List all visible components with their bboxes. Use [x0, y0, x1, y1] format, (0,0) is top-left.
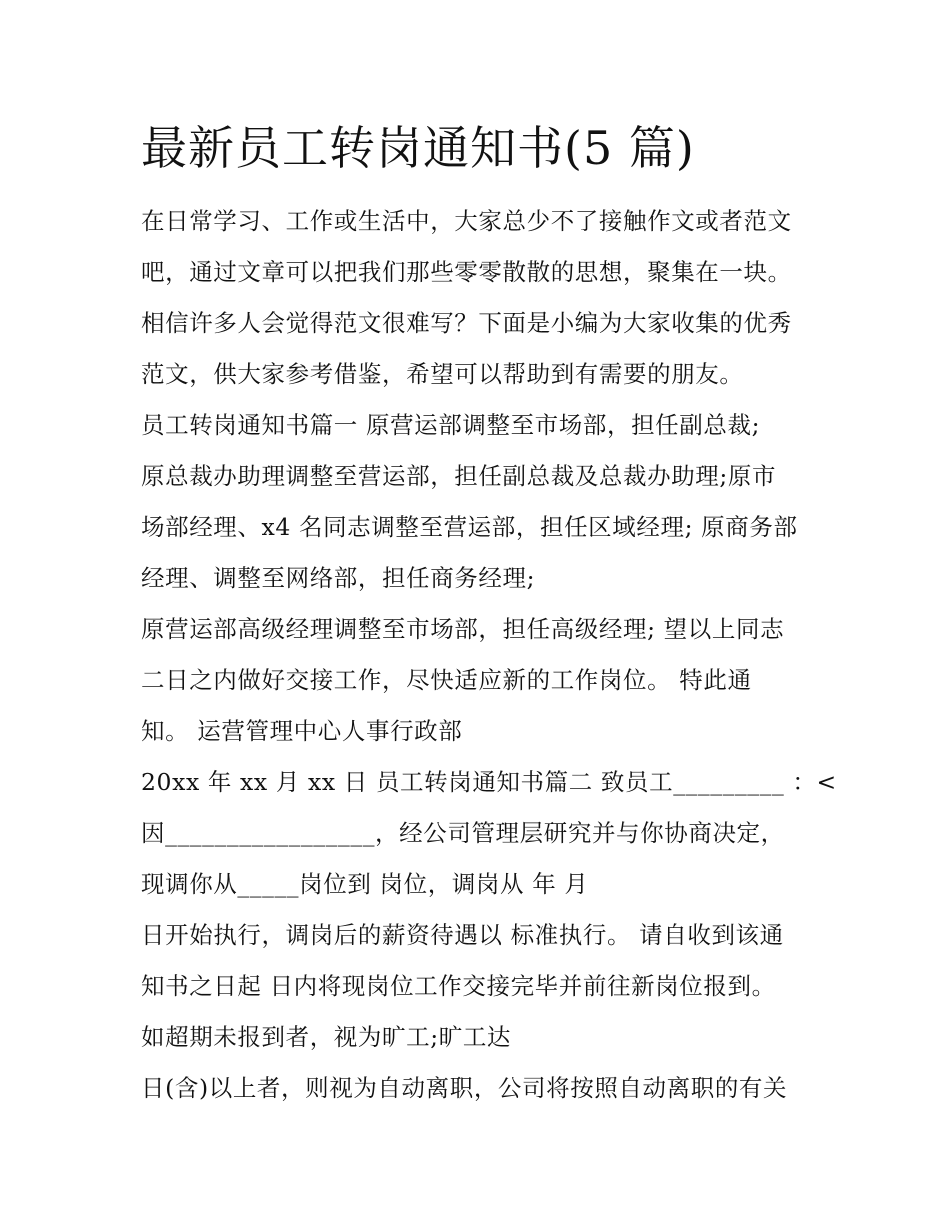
body-line-4: 范文，供大家参考借鉴，希望可以帮助到有需要的朋友。	[141, 360, 744, 388]
body-line-2: 吧，通过文章可以把我们那些零零散散的思想，聚集在一块。	[141, 258, 792, 286]
body-line-12: 20xx 年 xx 月 xx 日 员工转岗通知书篇二 致员工_________ ：<	[141, 768, 837, 796]
body-line-8: 经理、调整至网络部，担任商务经理;	[141, 564, 536, 592]
body-line-18: 日(含)以上者，则视为自动离职，公司将按照自动离职的有关	[141, 1074, 788, 1102]
body-line-3: 相信许多人会觉得范文很难写？下面是小编为大家收集的优秀	[141, 309, 792, 337]
body-line-14: 现调你从_____岗位到 岗位，调岗从 年 月	[141, 870, 589, 898]
body-line-9: 原营运部高级经理调整至市场部，担任高级经理; 望以上同志	[141, 615, 785, 643]
body-line-15: 日开始执行，调岗后的薪资待遇以 标准执行。 请自收到该通	[141, 921, 784, 949]
body-line-10: 二日之内做好交接工作，尽快适应新的工作岗位。 特此通	[141, 666, 752, 694]
body-line-13: 因_________________，经公司管理层研究并与你协商决定，	[141, 819, 785, 847]
document-title: 最新员工转岗通知书(5 篇)	[141, 121, 695, 175]
body-line-1: 在日常学习、工作或生活中，大家总少不了接触作文或者范文	[141, 207, 792, 235]
body-line-5: 员工转岗通知书篇一 原营运部调整至市场部，担任副总裁;	[141, 411, 761, 439]
body-line-17: 如超期未报到者，视为旷工;旷工达	[141, 1023, 512, 1051]
body-line-6: 原总裁办助理调整至营运部，担任副总裁及总裁办助理;原市	[141, 462, 777, 490]
body-line-11: 知。 运营管理中心人事行政部	[141, 717, 463, 745]
body-line-7: 场部经理、x4 名同志调整至营运部，担任区域经理; 原商务部	[141, 513, 798, 541]
body-line-16: 知书之日起 日内将现岗位工作交接完毕并前往新岗位报到。	[141, 972, 776, 1000]
